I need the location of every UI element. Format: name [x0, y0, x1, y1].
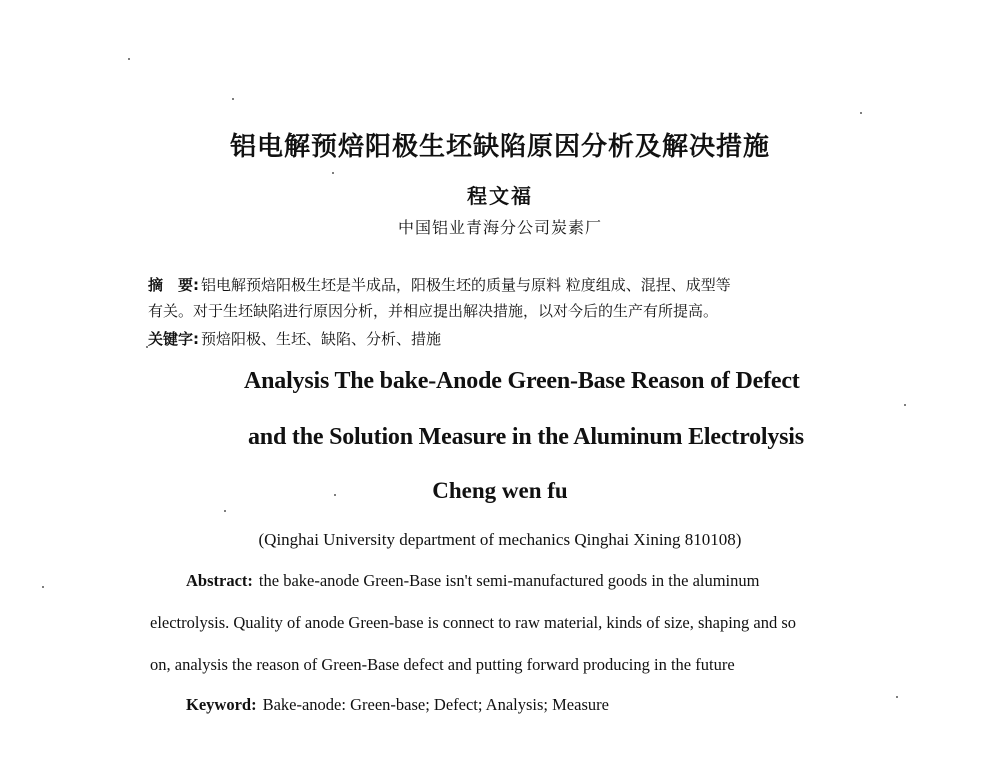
english-author: Cheng wen fu	[432, 478, 568, 503]
scan-speck	[128, 58, 130, 60]
chinese-abstract-text: 有关。对于生坯缺陷进行原因分析，并相应提出解决措施，以对今后的生产有所提高。	[148, 302, 719, 320]
english-abstract-line: electrolysis. Quality of anode Green-base is connect to raw material, kinds of size, shaping and so	[150, 613, 797, 632]
chinese-keywords-text: 预焙阳极、生坯、缺陷、分析、措施	[201, 330, 442, 348]
chinese-abstract-line	[148, 272, 860, 298]
chinese-affiliation: 中国铝业青海分公司炭素厂	[397, 218, 602, 237]
english-abstract-text: the bake-anode Green-Base isn't semi-manufactured goods in the aluminum	[258, 571, 760, 590]
chinese-title: 铝电解预焙阳极生坯缺陷原因分析及解决措施	[229, 132, 770, 162]
chinese-abstract-text: 铝电解预焙阳极生坯是半成品，阳极生坯的质量与原料 粒度组成、混捏、成型等	[201, 276, 731, 294]
scan-speck	[860, 112, 862, 114]
english-abstract-line: on, analysis the reason of Green-Base defect and putting forward producing in the future	[150, 655, 735, 674]
scan-speck	[232, 98, 234, 100]
english-keywords-text: Bake-anode: Green-base; Defect; Analysis; Measure	[262, 695, 609, 714]
chinese-abstract-label: 摘 要:	[148, 276, 199, 294]
english-abstract-line	[186, 571, 886, 591]
scan-speck	[42, 586, 44, 588]
english-keywords-label: Keyword:	[186, 695, 257, 714]
scan-speck	[904, 404, 906, 406]
chinese-author: 程文福	[467, 184, 533, 208]
scan-speck	[332, 172, 334, 174]
english-keywords-line	[186, 695, 886, 715]
english-title-line-2: and the Solution Measure in the Aluminum Electrolysis	[248, 424, 804, 450]
chinese-keywords-line	[148, 326, 860, 352]
english-title-line-1: Analysis The bake-Anode Green-Base Reason of Defect	[244, 368, 800, 394]
chinese-keywords-label: 关键字:	[148, 330, 199, 348]
scan-speck	[896, 696, 898, 698]
scan-speck	[224, 510, 226, 512]
english-affiliation: (Qinghai University department of mechanics Qinghai Xining 810108)	[258, 530, 742, 549]
chinese-abstract-line	[148, 298, 860, 324]
english-abstract-label: Abstract:	[186, 571, 253, 590]
